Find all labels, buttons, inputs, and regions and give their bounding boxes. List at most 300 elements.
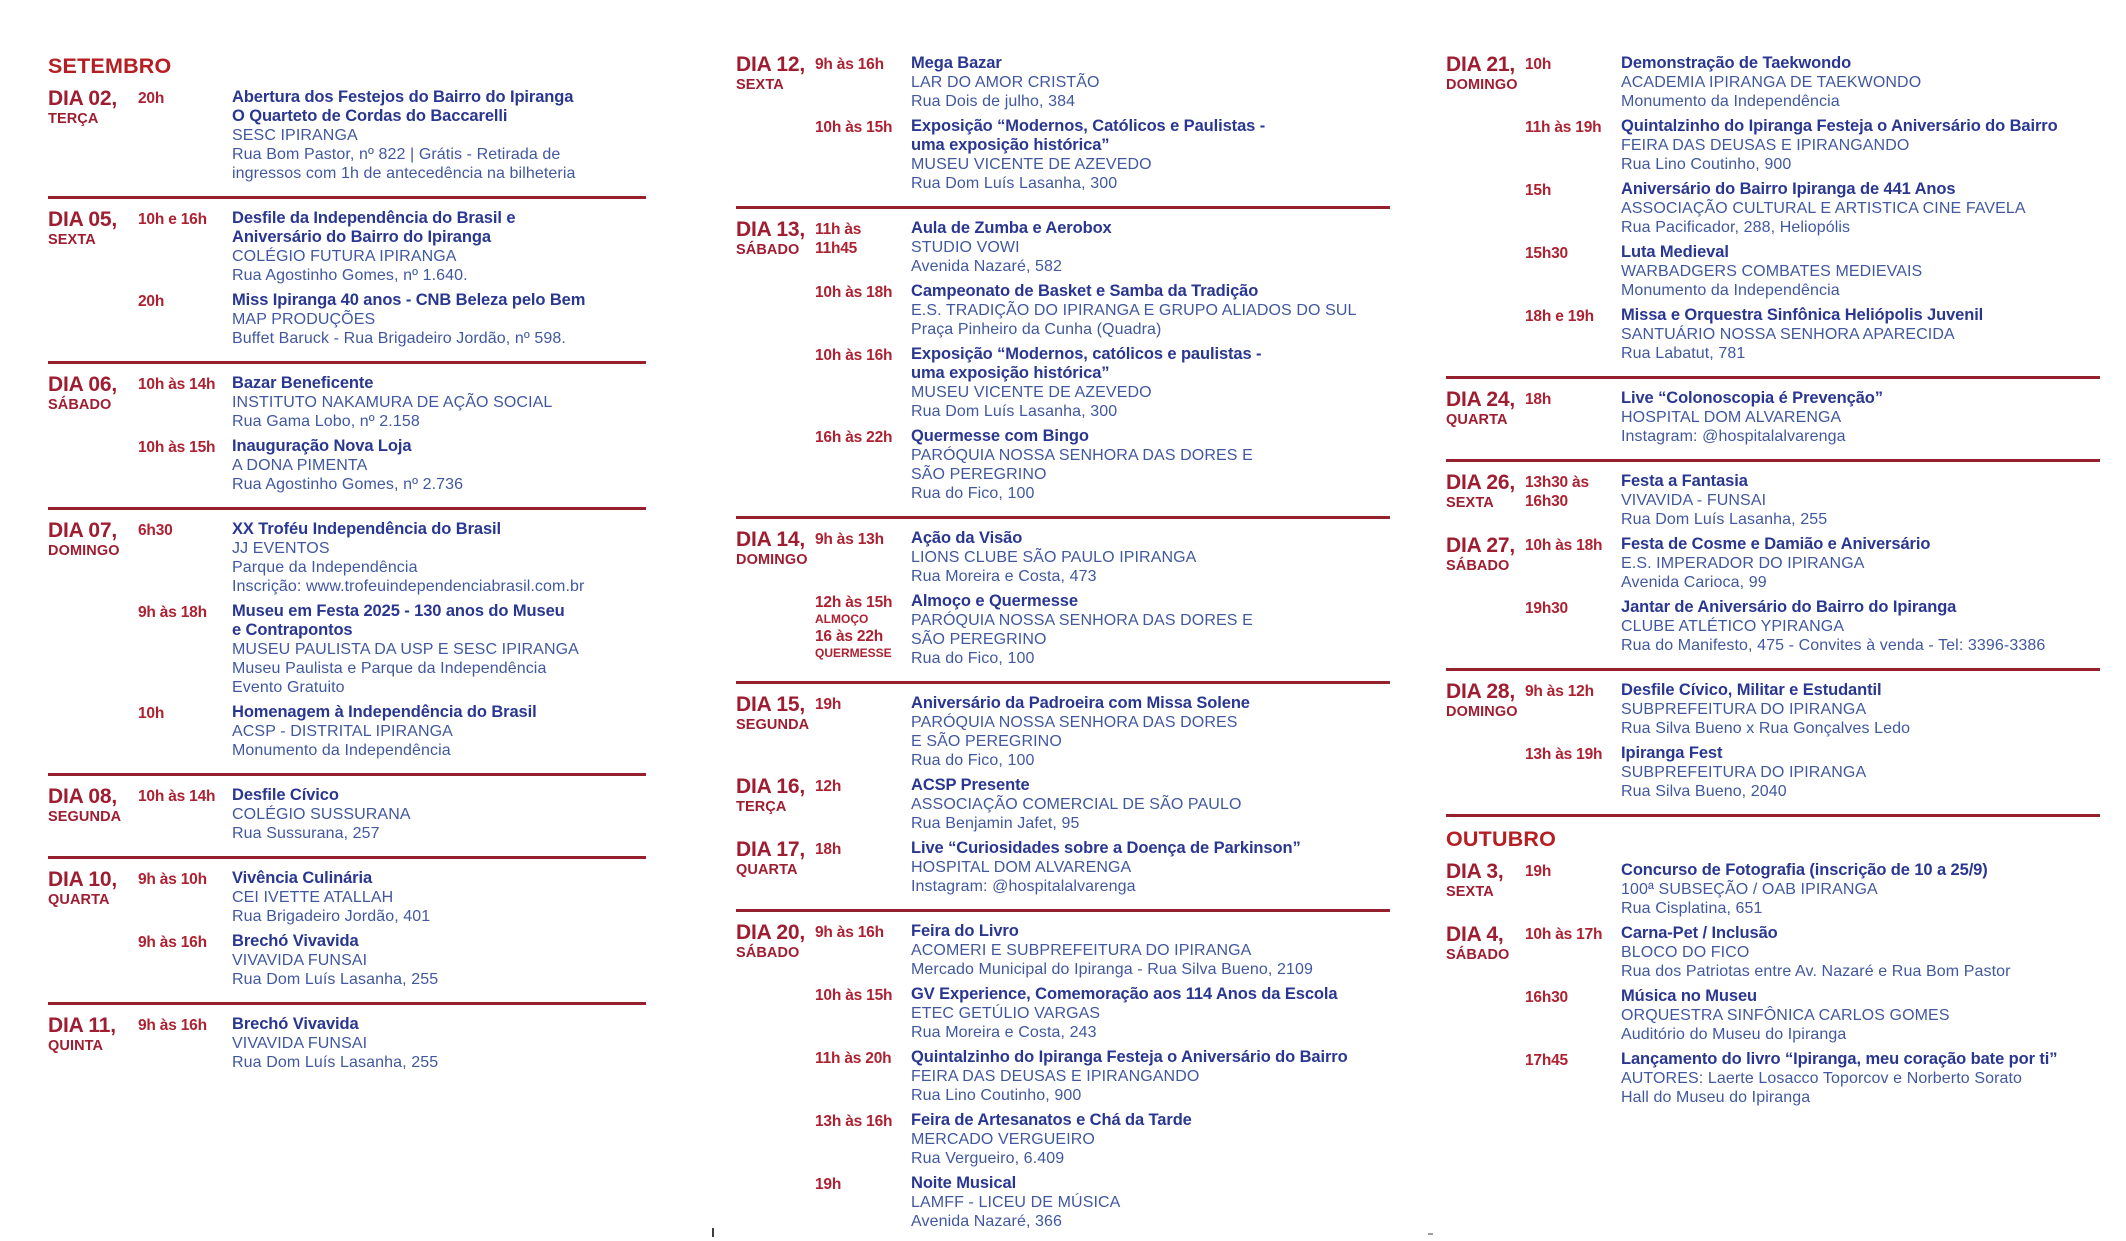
event-detail: SÃO PEREGRINO	[911, 466, 1047, 483]
event-body	[1621, 987, 2100, 1044]
day-label: DIA 4,	[1446, 923, 1504, 946]
event-detail: Rua Agostinho Gomes, nº 2.736	[232, 476, 464, 493]
day-column	[48, 1015, 138, 1054]
event-row	[1525, 117, 2100, 174]
event-detail: E.S. TRADIÇÃO DO IPIRANGA E GRUPO ALIADOS DO SUL	[911, 302, 1357, 319]
event-time-line: 12h às 15h	[815, 594, 893, 611]
month-header: OUTUBRO	[1446, 827, 1557, 851]
event-detail: SESC IPIRANGA	[232, 127, 358, 144]
event-time-line: 11h às 20h	[815, 1050, 892, 1067]
event-row	[1525, 861, 2100, 918]
weekday-label: QUINTA	[48, 1038, 104, 1054]
event-title: Exposição “Modernos, católicos e paulistas -	[911, 345, 1262, 363]
event-title: Quermesse com Bingo	[911, 427, 1089, 445]
weekday-label: SEXTA	[736, 77, 784, 93]
event-detail: ACSP - DISTRITAL IPIRANGA	[232, 723, 453, 740]
weekday-label: SÁBADO	[736, 945, 800, 961]
event-time	[1525, 744, 1621, 764]
event-detail: FEIRA DAS DEUSAS E IPIRANGANDO	[1621, 137, 1910, 154]
event-detail: Rua Agostinho Gomes, nº 1.640.	[232, 267, 468, 284]
event-detail: Auditório do Museu do Ipiranga	[1621, 1026, 1847, 1043]
event-time-line: 11h45	[815, 240, 858, 257]
event-body	[232, 1015, 646, 1072]
event-detail: WARBADGERS COMBATES MEDIEVAIS	[1621, 263, 1923, 280]
day-label: DIA 3,	[1446, 860, 1504, 883]
event-row	[138, 374, 646, 431]
event-time-line: 10h às 15h	[815, 119, 893, 136]
event-title: Ação da Visão	[911, 529, 1023, 547]
event-body	[232, 932, 646, 989]
event-time	[138, 1015, 232, 1035]
day-row	[48, 786, 646, 843]
day-row	[736, 694, 1390, 770]
event-time-line: 16h30	[1525, 989, 1568, 1006]
event-detail: Rua Silva Bueno, 2040	[1621, 783, 1787, 800]
section-divider	[48, 773, 646, 776]
event-time	[138, 291, 232, 311]
event-title: Aniversário do Bairro do Ipiranga	[232, 228, 491, 246]
event-time-line: 17h45	[1525, 1052, 1568, 1069]
event-detail: ACOMERI E SUBPREFEITURA DO IPIRANGA	[911, 942, 1252, 959]
weekday-label: SEXTA	[1446, 495, 1494, 511]
event-time	[815, 592, 911, 661]
event-detail: COLÉGIO SUSSURANA	[232, 806, 411, 823]
event-detail: VIVAVIDA FUNSAI	[232, 952, 368, 969]
event-row	[815, 776, 1390, 833]
event-time-line: 10h às 14h	[138, 788, 216, 805]
day-label: DIA 14,	[736, 528, 806, 551]
crop-mark	[712, 1228, 714, 1237]
event-detail: LIONS CLUBE SÃO PAULO IPIRANGA	[911, 549, 1197, 566]
day-section	[48, 1015, 646, 1078]
weekday-label: DOMINGO	[1446, 704, 1518, 720]
day-section	[1446, 861, 2100, 924]
day-row	[1446, 535, 2100, 655]
event-detail: Rua Dom Luís Lasanha, 300	[911, 175, 1118, 192]
event-detail: PARÓQUIA NOSSA SENHORA DAS DORES E	[911, 447, 1253, 464]
event-detail: SUBPREFEITURA DO IPIRANGA	[1621, 701, 1867, 718]
event-body	[911, 1174, 1390, 1231]
day-label: DIA 27,	[1446, 534, 1516, 557]
day-label: DIA 08,	[48, 785, 118, 808]
event-body	[1621, 180, 2100, 237]
event-row	[1525, 306, 2100, 363]
event-time	[815, 219, 911, 258]
day-column	[736, 922, 815, 961]
day-section	[48, 209, 646, 354]
event-time	[138, 602, 232, 622]
event-title: Brechó Vivavida	[232, 1015, 359, 1033]
day-section	[48, 520, 646, 766]
event-title: Feira de Artesanatos e Chá da Tarde	[911, 1111, 1192, 1129]
event-body	[1621, 472, 2100, 529]
day-column	[48, 209, 138, 248]
event-time	[815, 922, 911, 942]
day-label: DIA 06,	[48, 373, 118, 396]
events-column	[815, 529, 1390, 668]
event-detail: Rua Pacificador, 288, Heliopólis	[1621, 219, 1851, 236]
event-detail: FEIRA DAS DEUSAS E IPIRANGANDO	[911, 1068, 1200, 1085]
event-row	[1525, 598, 2100, 655]
event-row	[138, 209, 646, 285]
day-column	[48, 520, 138, 559]
day-row	[1446, 681, 2100, 801]
day-label: DIA 26,	[1446, 471, 1516, 494]
event-time-line: 9h às 13h	[815, 531, 884, 548]
day-label: DIA 13,	[736, 218, 806, 241]
day-column	[48, 88, 138, 127]
day-row	[48, 869, 646, 989]
event-row	[1525, 744, 2100, 801]
event-row	[138, 437, 646, 494]
events-column	[815, 219, 1390, 503]
event-detail: PARÓQUIA NOSSA SENHORA DAS DORES	[911, 714, 1238, 731]
day-label: DIA 21,	[1446, 53, 1516, 76]
event-detail: CLUBE ATLÉTICO YPIRANGA	[1621, 618, 1845, 635]
events-column	[138, 869, 646, 989]
day-row	[736, 54, 1390, 193]
day-row	[48, 520, 646, 760]
event-detail: INSTITUTO NAKAMURA DE AÇÃO SOCIAL	[232, 394, 553, 411]
event-time-line: 13h30 às	[1525, 474, 1589, 491]
event-detail: Rua Dom Luís Lasanha, 300	[911, 403, 1118, 420]
event-detail: SUBPREFEITURA DO IPIRANGA	[1621, 764, 1867, 781]
day-row	[736, 529, 1390, 668]
event-detail: Avenida Carioca, 99	[1621, 574, 1767, 591]
weekday-label: SEGUNDA	[48, 809, 122, 825]
events-column	[1525, 861, 2100, 918]
weekday-label: SÁBADO	[48, 397, 112, 413]
day-section	[736, 219, 1390, 509]
event-row	[138, 869, 646, 926]
event-detail: Monumento da Independência	[1621, 93, 1840, 110]
event-body	[1621, 1050, 2100, 1107]
event-body	[1621, 681, 2100, 738]
event-time-line: 9h às 16h	[815, 924, 884, 941]
event-detail: Avenida Nazaré, 366	[911, 1213, 1063, 1230]
event-row	[138, 291, 646, 348]
event-time-line: 11h às 19h	[1525, 119, 1602, 136]
day-column	[1446, 389, 1525, 428]
day-label: DIA 10,	[48, 868, 118, 891]
events-column	[138, 374, 646, 494]
event-title: Aniversário da Padroeira com Missa Solene	[911, 694, 1250, 712]
event-detail: MUSEU VICENTE DE AZEVEDO	[911, 384, 1152, 401]
event-detail: Mercado Municipal do Ipiranga - Rua Silva Bueno, 2109	[911, 961, 1313, 978]
event-detail: Rua Gama Lobo, nº 2.158	[232, 413, 420, 430]
event-body	[232, 786, 646, 843]
day-column	[736, 839, 815, 878]
day-row	[736, 776, 1390, 833]
day-section	[736, 776, 1390, 839]
day-label: DIA 20,	[736, 921, 806, 944]
event-row	[1525, 243, 2100, 300]
event-detail: Rua do Fico, 100	[911, 650, 1035, 667]
calendar-column	[1446, 54, 2100, 1113]
events-column	[138, 786, 646, 843]
event-detail: HOSPITAL DOM ALVARENGA	[1621, 409, 1842, 426]
event-title: Lançamento do livro “Ipiranga, meu coração bate por ti”	[1621, 1050, 2058, 1068]
event-row	[815, 985, 1390, 1042]
event-time	[1525, 306, 1621, 326]
event-title: e Contrapontos	[232, 621, 353, 639]
day-column	[48, 374, 138, 413]
event-detail: Monumento da Independência	[232, 742, 451, 759]
event-body	[1621, 243, 2100, 300]
event-time	[138, 703, 232, 723]
weekday-label: SÁBADO	[1446, 947, 1510, 963]
event-time	[815, 529, 911, 549]
event-time	[138, 786, 232, 806]
event-row	[1525, 535, 2100, 592]
event-time-line: 15h	[1525, 182, 1552, 199]
event-title: Ipiranga Fest	[1621, 744, 1723, 762]
event-body	[911, 776, 1390, 833]
event-time-line: 13h às 16h	[815, 1113, 893, 1130]
day-column	[48, 786, 138, 825]
event-detail: Instagram: @hospitalalvarenga	[911, 878, 1136, 895]
event-body	[911, 54, 1390, 111]
event-row	[815, 839, 1390, 896]
day-column	[1446, 861, 1525, 900]
event-detail: HOSPITAL DOM ALVARENGA	[911, 859, 1132, 876]
events-column	[815, 54, 1390, 193]
day-row	[48, 374, 646, 494]
event-body	[911, 345, 1390, 421]
event-title: Demonstração de Taekwondo	[1621, 54, 1852, 72]
event-time-line: 10h às 18h	[815, 284, 893, 301]
events-column	[815, 839, 1390, 896]
event-title: Live “Colonoscopia é Prevenção”	[1621, 389, 1883, 407]
event-row	[1525, 472, 2100, 529]
event-title: Desfile Cívico, Militar e Estudantil	[1621, 681, 1882, 699]
events-column	[138, 88, 646, 183]
event-row	[815, 1048, 1390, 1105]
event-time-line: 10h	[138, 705, 165, 722]
weekday-label: DOMINGO	[48, 543, 120, 559]
event-body	[232, 869, 646, 926]
event-detail: MERCADO VERGUEIRO	[911, 1131, 1095, 1148]
event-detail: VIVAVIDA FUNSAI	[232, 1035, 368, 1052]
event-body	[232, 437, 646, 494]
event-title: Festa a Fantasia	[1621, 472, 1748, 490]
event-title: Desfile Cívico	[232, 786, 339, 804]
event-row	[815, 922, 1390, 979]
event-time-line: 20h	[138, 293, 165, 310]
event-row	[1525, 54, 2100, 111]
day-section	[1446, 389, 2100, 452]
event-detail: Rua Silva Bueno x Rua Gonçalves Ledo	[1621, 720, 1911, 737]
event-row	[815, 345, 1390, 421]
weekday-label: TERÇA	[48, 111, 99, 127]
day-label: DIA 15,	[736, 693, 806, 716]
event-row	[1525, 1050, 2100, 1107]
event-time	[1525, 924, 1621, 944]
weekday-label: SÁBADO	[736, 242, 800, 258]
events-column	[1525, 54, 2100, 363]
event-time	[815, 839, 911, 859]
event-row	[138, 786, 646, 843]
day-row	[48, 209, 646, 348]
event-title: Desfile da Independência do Brasil e	[232, 209, 516, 227]
event-time	[815, 1174, 911, 1194]
day-section	[1446, 924, 2100, 1113]
event-title: Jantar de Aniversário do Bairro do Ipiranga	[1621, 598, 1957, 616]
day-column	[736, 529, 815, 568]
event-detail: AUTORES: Laerte Losacco Toporcov e Norberto Sorato	[1621, 1070, 2023, 1087]
event-detail: Monumento da Independência	[1621, 282, 1840, 299]
event-title: Música no Museu	[1621, 987, 1758, 1005]
events-column	[815, 694, 1390, 770]
event-time-line: 18h e 19h	[1525, 308, 1594, 325]
event-time-line: 19h30	[1525, 600, 1568, 617]
event-title: Live “Curiosidades sobre a Doença de Parkinson”	[911, 839, 1301, 857]
event-time-line: 18h	[1525, 391, 1552, 408]
weekday-label: DOMINGO	[736, 552, 808, 568]
day-column	[736, 694, 815, 733]
event-row	[138, 602, 646, 697]
event-time	[138, 869, 232, 889]
day-section	[736, 922, 1390, 1237]
day-column	[1446, 472, 1525, 511]
day-column	[1446, 54, 1525, 93]
event-title: Miss Ipiranga 40 anos - CNB Beleza pelo Bem	[232, 291, 586, 309]
event-time-line: 15h30	[1525, 245, 1568, 262]
day-section	[1446, 472, 2100, 535]
event-detail: Rua Bom Pastor, nº 822 | Grátis - Retirada de	[232, 146, 561, 163]
event-title: Vivência Culinária	[232, 869, 373, 887]
event-detail: Rua Cisplatina, 651	[1621, 900, 1763, 917]
event-body	[911, 1111, 1390, 1168]
event-time	[815, 54, 911, 74]
day-section	[1446, 681, 2100, 807]
event-detail: Museu Paulista e Parque da Independência	[232, 660, 547, 677]
event-time-line: 9h às 16h	[138, 934, 207, 951]
events-column	[1525, 472, 2100, 529]
day-label: DIA 12,	[736, 53, 806, 76]
event-detail: Parque da Independência	[232, 559, 418, 576]
day-row	[736, 839, 1390, 896]
event-row	[815, 117, 1390, 193]
event-detail: STUDIO VOWI	[911, 239, 1020, 256]
event-time-line: 19h	[815, 1176, 842, 1193]
event-time	[1525, 987, 1621, 1007]
event-row	[815, 592, 1390, 668]
event-title: Quintalzinho do Ipiranga Festeja o Aniversário do Bairro	[911, 1048, 1348, 1066]
day-row	[736, 922, 1390, 1231]
event-detail: ACADEMIA IPIRANGA DE TAEKWONDO	[1621, 74, 1922, 91]
event-body	[911, 839, 1390, 896]
event-time-line: 11h às	[815, 221, 862, 238]
event-title: Homenagem à Independência do Brasil	[232, 703, 537, 721]
event-detail: ASSOCIAÇÃO CULTURAL E ARTISTICA CINE FAVELA	[1621, 200, 2026, 217]
event-time-line: 12h	[815, 778, 842, 795]
event-body	[1621, 306, 2100, 363]
day-row	[1446, 861, 2100, 918]
events-column	[815, 922, 1390, 1231]
event-time-line: 9h às 16h	[815, 56, 884, 73]
event-detail: Rua Benjamin Jafet, 95	[911, 815, 1080, 832]
event-detail: Rua Labatut, 781	[1621, 345, 1746, 362]
event-time	[1525, 389, 1621, 409]
day-label: DIA 16,	[736, 775, 806, 798]
event-title: Festa de Cosme e Damião e Aniversário	[1621, 535, 1931, 553]
day-section	[736, 694, 1390, 776]
event-time-line: 10h e 16h	[138, 211, 207, 228]
event-title: Bazar Beneficente	[232, 374, 374, 392]
event-time-line: 10h às 14h	[138, 376, 216, 393]
event-time-line: 16h às 22h	[815, 429, 893, 446]
day-row	[48, 1015, 646, 1072]
event-time	[815, 117, 911, 137]
event-title: Aula de Zumba e Aerobox	[911, 219, 1112, 237]
event-detail: Rua Moreira e Costa, 473	[911, 568, 1097, 585]
event-row	[1525, 180, 2100, 237]
event-time-line: 6h30	[138, 522, 173, 539]
day-section	[48, 88, 646, 189]
day-section	[1446, 54, 2100, 369]
event-body	[1621, 744, 2100, 801]
event-time	[1525, 535, 1621, 555]
event-time	[815, 776, 911, 796]
event-body	[911, 694, 1390, 770]
event-time	[1525, 243, 1621, 263]
weekday-label: SEGUNDA	[736, 717, 810, 733]
section-divider	[1446, 376, 2100, 379]
event-body	[1621, 924, 2100, 981]
event-row	[1525, 681, 2100, 738]
event-title: Aniversário do Bairro Ipiranga de 441 Anos	[1621, 180, 1956, 198]
event-detail: CEI IVETTE ATALLAH	[232, 889, 394, 906]
event-time	[815, 1048, 911, 1068]
event-body	[232, 209, 646, 285]
event-title: Almoço e Quermesse	[911, 592, 1078, 610]
event-detail: Instagram: @hospitalalvarenga	[1621, 428, 1846, 445]
event-title: Luta Medieval	[1621, 243, 1729, 261]
events-column	[1525, 681, 2100, 801]
event-detail: LAMFF - LICEU DE MÚSICA	[911, 1194, 1121, 1211]
event-title: Missa e Orquestra Sinfônica Heliópolis Juvenil	[1621, 306, 1984, 324]
weekday-label: SÁBADO	[1446, 558, 1510, 574]
event-time	[815, 694, 911, 714]
day-section	[736, 529, 1390, 674]
weekday-label: QUARTA	[48, 892, 110, 908]
event-time	[138, 209, 232, 229]
month-header: SETEMBRO	[48, 54, 172, 78]
day-label: DIA 07,	[48, 519, 118, 542]
event-detail: Rua Lino Coutinho, 900	[1621, 156, 1792, 173]
event-row	[815, 529, 1390, 586]
event-time-line: 20h	[138, 90, 165, 107]
event-title: Mega Bazar	[911, 54, 1002, 72]
event-detail: E.S. IMPERADOR DO IPIRANGA	[1621, 555, 1865, 572]
event-detail: Rua Dom Luís Lasanha, 255	[232, 971, 439, 988]
event-title: ACSP Presente	[911, 776, 1030, 794]
event-detail: Rua Moreira e Costa, 243	[911, 1024, 1097, 1041]
event-row	[815, 427, 1390, 503]
day-section	[48, 374, 646, 500]
event-body	[232, 374, 646, 431]
event-detail: Rua do Manifesto, 475 - Convites à venda - Tel: 3396-3386	[1621, 637, 2046, 654]
event-row	[1525, 389, 2100, 446]
event-body	[232, 88, 646, 183]
event-body	[1621, 117, 2100, 174]
event-time	[138, 932, 232, 952]
event-time	[1525, 598, 1621, 618]
event-body	[232, 291, 646, 348]
event-detail: ingressos com 1h de antecedência na bilheteria	[232, 165, 576, 182]
day-section	[1446, 535, 2100, 661]
